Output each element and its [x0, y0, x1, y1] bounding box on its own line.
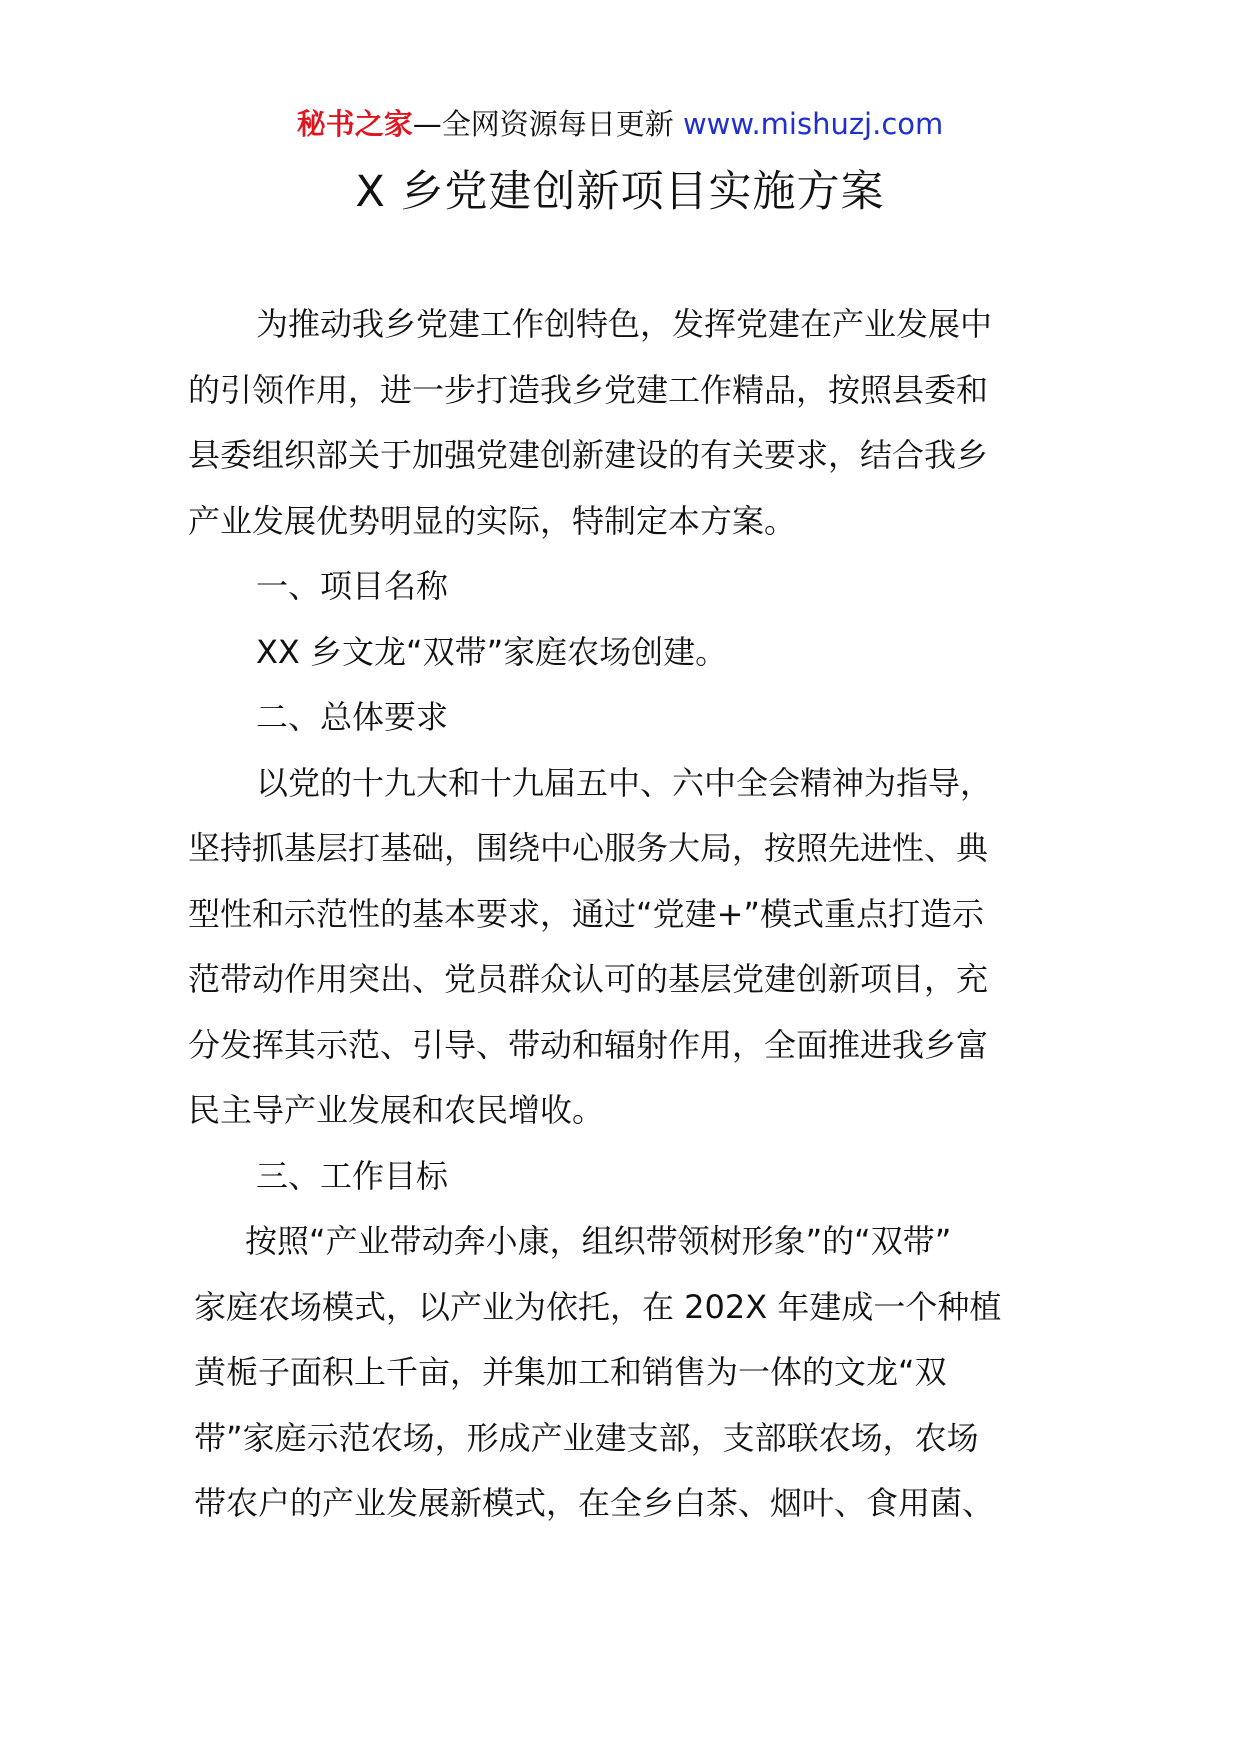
body-line: 带农户的产业发展新模式，在全乡白茶、烟叶、食用菌、 [194, 1484, 995, 1522]
body-line: 黄栀子面积上千亩，并集加工和销售为一体的文龙“双 [194, 1353, 947, 1391]
body-line: 坚持抓基层打基础，围绕中心服务大局，按照先进性、典 [188, 829, 989, 867]
body-line: 为推动我乡党建工作创特色，发挥党建在产业发展中 [256, 305, 993, 343]
body-line: XX 乡文龙“双带”家庭农场创建。 [256, 632, 728, 671]
document-title: X 乡党建创新项目实施方案 [355, 167, 885, 217]
document-body [188, 292, 1068, 1537]
body-line: 型性和示范性的基本要求，通过“党建+”模式重点打造示 [188, 894, 984, 933]
body-line: 家庭农场模式，以产业为依托，在 202X 年建成一个种植 [194, 1287, 1002, 1326]
body-line: 县委组织部关于加强党建创新建设的有关要求，结合我乡 [188, 436, 989, 474]
section-heading: 三、工作目标 [256, 1156, 449, 1195]
brand-name: 秘书之家 [296, 107, 413, 141]
body-line: 民主导产业发展和农民增收。 [188, 1091, 605, 1129]
site-header [0, 104, 1240, 144]
site-url-link[interactable]: www.mishuzj.com [682, 107, 944, 141]
body-line: 以党的十九大和十九届五中、六中全会精神为指导， [256, 763, 993, 802]
body-line: 按照“产业带动奔小康，组织带领树形象”的“双带” [245, 1222, 952, 1260]
header-tagline: —全网资源每日更新 [412, 107, 683, 141]
body-line: 产业发展优势明显的实际，特制定本方案。 [188, 501, 797, 540]
body-line: 分发挥其示范、引导、带动和辐射作用，全面推进我乡富 [188, 1025, 989, 1064]
body-line: 带”家庭示范农场，形成产业建支部，支部联农场，农场 [194, 1418, 979, 1457]
section-heading: 一、项目名称 [256, 567, 449, 605]
body-line: 的引领作用，进一步打造我乡党建工作精品，按照县委和 [188, 370, 989, 409]
body-line: 范带动作用突出、党员群众认可的基层党建创新项目，充 [188, 960, 989, 998]
section-heading: 二、总体要求 [256, 698, 449, 736]
